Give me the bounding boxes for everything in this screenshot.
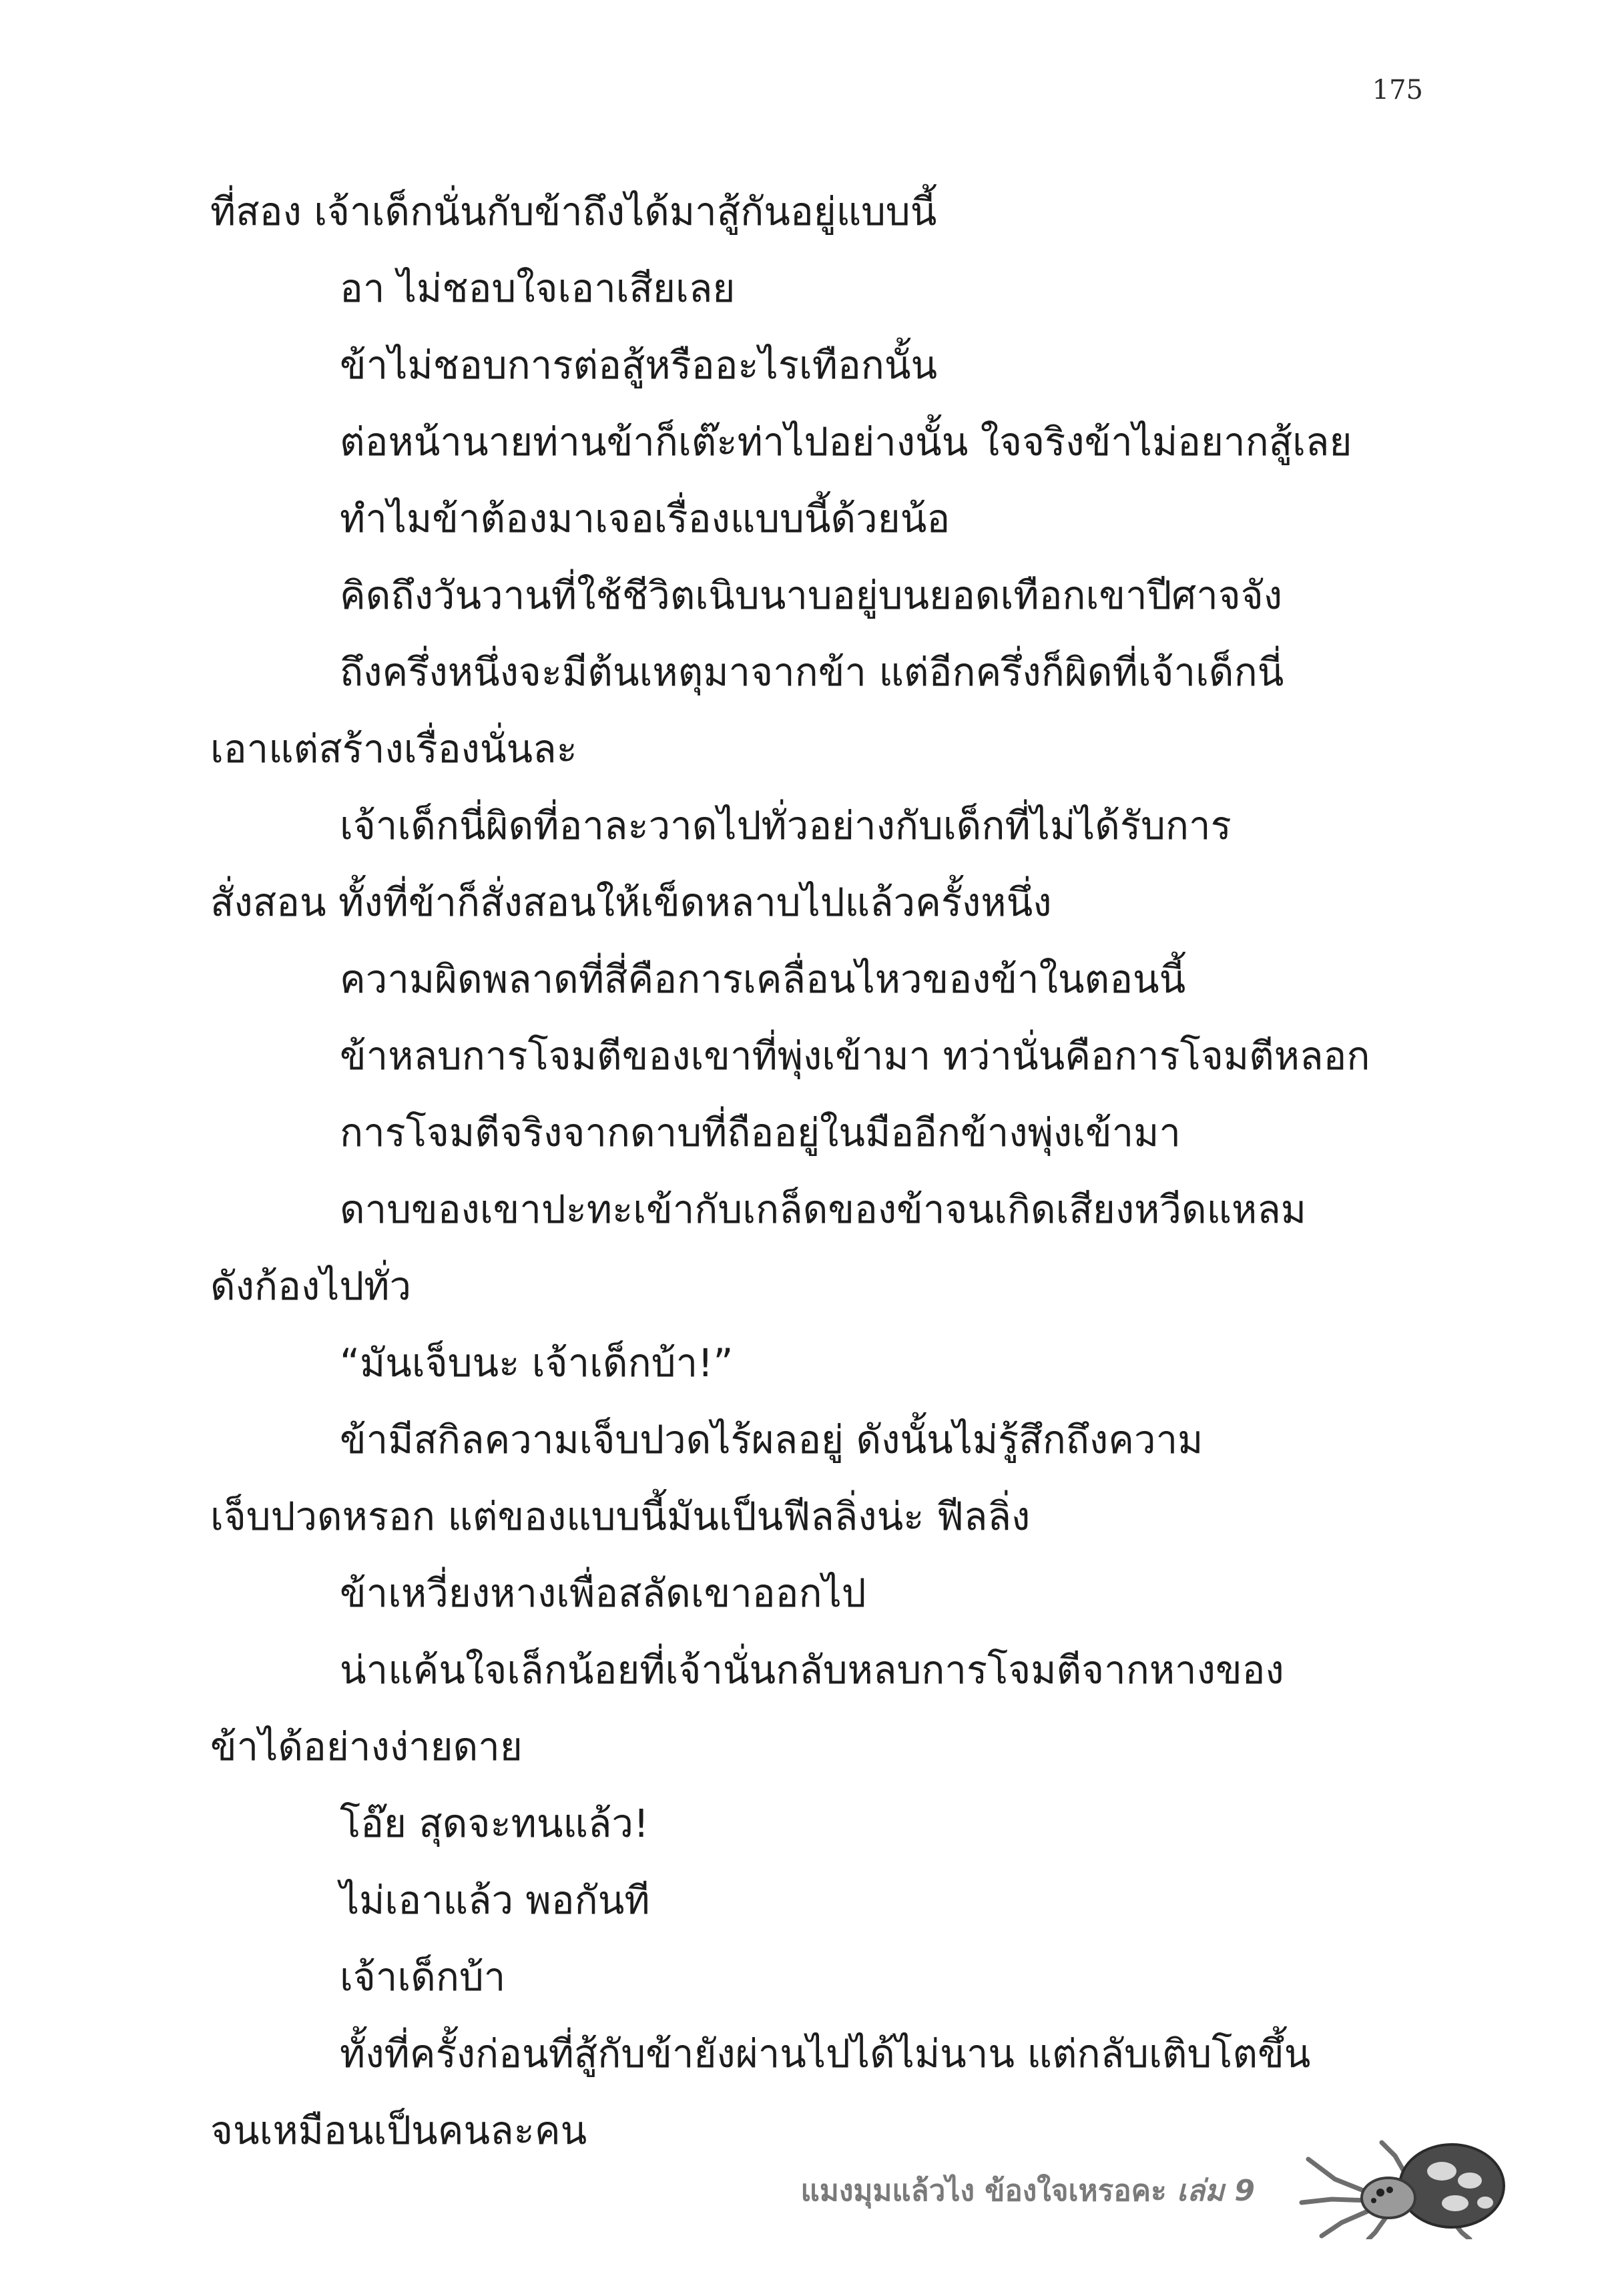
text-line: คิดถึงวันวานที่ใช้ชีวิตเนิบนาบอยู่บนยอดเทือกเขาปีศาจจัง: [340, 573, 1283, 618]
text-line: เจ้าเด็กนี่ผิดที่อาละวาดไปทั่วอย่างกับเด็กที่ไม่ได้รับการ: [340, 803, 1232, 848]
text-line: ที่สอง เจ้าเด็กนั่นกับข้าถึงได้มาสู้กันอยู่แบบนี้: [210, 189, 937, 234]
text-line: ข้าเหวี่ยงหางเพื่อสลัดเขาออกไป: [340, 1570, 866, 1616]
text-line: ข้าหลบการโจมตีของเขาที่พุ่งเข้ามา ทว่านั่นคือการโจมตีหลอก: [340, 1033, 1370, 1079]
text-line: อา ไม่ชอบใจเอาเสียเลย: [340, 266, 736, 311]
text-line: เจ้าเด็กบ้า: [340, 1954, 506, 2000]
text-line: ดังก้องไปทั่ว: [210, 1263, 412, 1309]
text-line: “มันเจ็บนะ เจ้าเด็กบ้า!”: [340, 1340, 734, 1386]
running-footer: [667, 2139, 1509, 2239]
text-line: ไม่เอาแล้ว พอกันที: [340, 1878, 650, 1923]
text-line: เจ็บปวดหรอก แต่ของแบบนี้มันเป็นฟีลลิ่งน่ะ ฟีลลิ่ง: [210, 1494, 1031, 1539]
spider-icon: [1295, 2139, 1509, 2239]
text-line: ทั้งที่ครั้งก่อนที่สู้กับข้ายังผ่านไปได้ไม่นาน แต่กลับเติบโตขึ้น: [340, 2031, 1311, 2076]
text-line: ถึงครึ่งหนึ่งจะมีต้นเหตุมาจากข้า แต่อีกครึ่งก็ผิดที่เจ้าเด็กนี่: [340, 649, 1284, 695]
text-line: ดาบของเขาปะทะเข้ากับเกล็ดของข้าจนเกิดเสียงหวีดแหลม: [340, 1187, 1307, 1232]
text-line: เอาแต่สร้างเรื่องนั่นละ: [210, 726, 577, 772]
text-line: การโจมตีจริงจากดาบที่ถืออยู่ในมืออีกข้างพุ่งเข้ามา: [340, 1110, 1181, 1155]
text-line: ความผิดพลาดที่สี่คือการเคลื่อนไหวของข้าในตอนนี้: [340, 956, 1186, 1002]
text-line: ต่อหน้านายท่านข้าก็เต๊ะท่าไปอย่างนั้น ใจจริงข้าไม่อยากสู้เลย: [340, 419, 1352, 465]
text-line: จนเหมือนเป็นคนละคน: [210, 2108, 587, 2153]
series-title-footer: [800, 2167, 1255, 2214]
page-number: 175: [1372, 75, 1423, 105]
text-line: สั่งสอน ทั้งที่ข้าก็สั่งสอนให้เข็ดหลาบไปแล้วครั้งหนึ่ง: [210, 880, 1052, 925]
text-line: โอ๊ย สุดจะทนแล้ว!: [340, 1801, 649, 1846]
body-text: [210, 174, 1418, 2169]
text-line: ทำไมข้าต้องมาเจอเรื่องแบบนี้ด้วยน้อ: [340, 496, 951, 541]
text-line: ข้ามีสกิลความเจ็บปวดไร้ผลอยู่ ดังนั้นไม่รู้สึกถึงความ: [340, 1417, 1203, 1462]
text-line: น่าแค้นใจเล็กน้อยที่เจ้านั่นกลับหลบการโจมตีจากหางของ: [340, 1647, 1284, 1693]
series-title: แมงมุมแล้วไง ข้องใจเหรอคะ: [800, 2174, 1167, 2208]
volume-label: เล่ม 9: [1177, 2174, 1255, 2208]
text-line: ข้าไม่ชอบการต่อสู้หรืออะไรเทือกนั้น: [340, 342, 938, 388]
text-line: ข้าได้อย่างง่ายดาย: [210, 1724, 523, 1769]
